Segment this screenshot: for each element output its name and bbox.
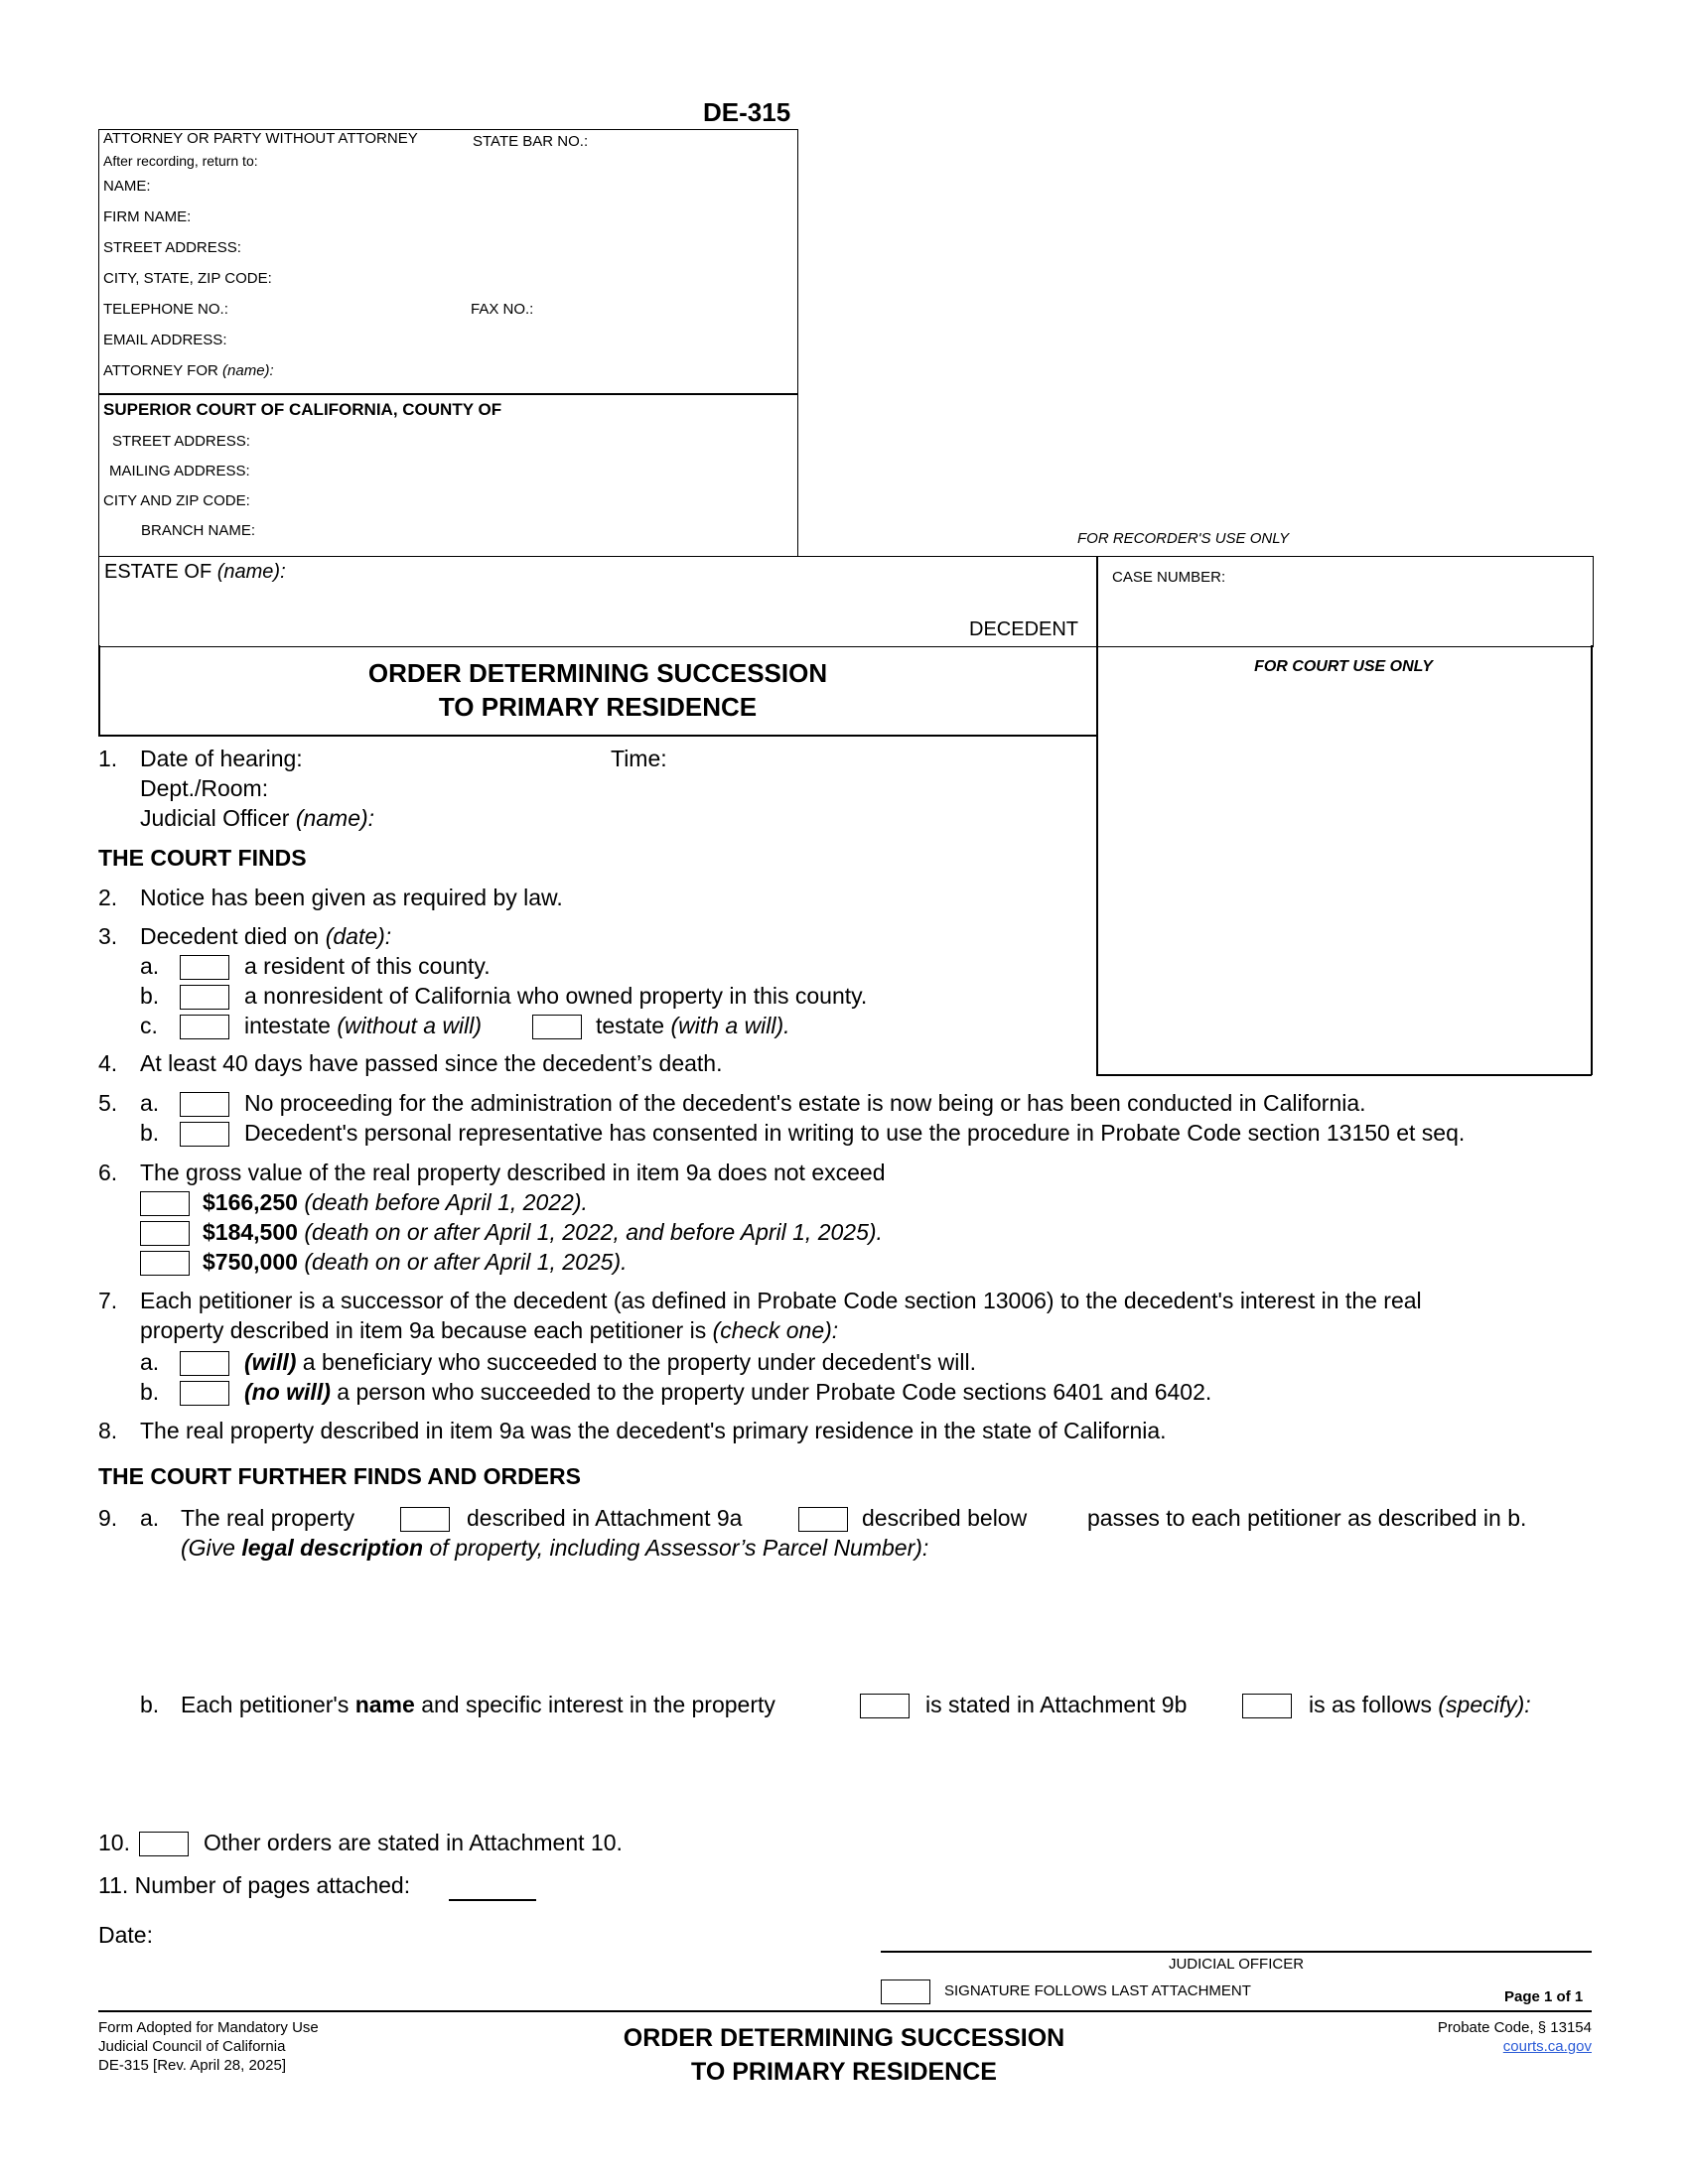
- value-166250-checkbox[interactable]: [140, 1191, 190, 1216]
- as-follows-hint: (specify):: [1438, 1692, 1531, 1717]
- legal-hint-2: of property, including Assessor’s Parcel Number):: [429, 1535, 929, 1561]
- signature-follows-label: SIGNATURE FOLLOWS LAST ATTACHMENT: [944, 1982, 1251, 1999]
- item-7b-letter: b.: [140, 1379, 160, 1405]
- item-8-text: The real property described in item 9a was the decedent's primary residence in the state of California.: [140, 1418, 1167, 1443]
- no-proceeding-checkbox[interactable]: [180, 1092, 229, 1117]
- attorney-for-label: [103, 362, 274, 379]
- estate-name-hint: (name):: [216, 561, 286, 583]
- no-will-text: a person who succeeded to the property under Probate Code sections 6401 and 6402.: [337, 1379, 1212, 1405]
- testate-text: testate: [596, 1013, 665, 1038]
- value-750000-checkbox[interactable]: [140, 1251, 190, 1276]
- item-2-text: Notice has been given as required by law.: [140, 885, 563, 910]
- item-6-text: The gross value of the real property described in item 9a does not exceed: [140, 1160, 886, 1185]
- item-5-number: 5.: [98, 1090, 118, 1116]
- rep-consented-checkbox[interactable]: [180, 1122, 229, 1147]
- court-use-bottom: [1096, 1074, 1592, 1076]
- footer-right: [1291, 2018, 1592, 2056]
- name-label: NAME:: [103, 178, 151, 195]
- item-1-number: 1.: [98, 746, 118, 771]
- item-7b-label: [244, 1379, 1211, 1406]
- attachment-9a-checkbox[interactable]: [400, 1507, 450, 1532]
- form-number: DE-315: [703, 97, 791, 127]
- item-7-line2-text: property described in item 9a because each petitioner is: [140, 1317, 707, 1343]
- value-184500-text: (death on or after April 1, 2022, and before April 1, 2025).: [304, 1219, 883, 1245]
- item-9-number: 9.: [98, 1505, 118, 1531]
- phone-label: TELEPHONE NO.:: [103, 301, 228, 318]
- item-7-line1: Each petitioner is a successor of the decedent (as defined in Probate Code section 13006) to the decedent's interest in the real: [140, 1288, 1422, 1313]
- date-label: Date:: [98, 1922, 153, 1948]
- item-3-number: 3.: [98, 923, 118, 949]
- footer-title-1: ORDER DETERMINING SUCCESSION: [623, 2024, 1065, 2052]
- court-header: SUPERIOR COURT OF CALIFORNIA, COUNTY OF: [103, 400, 502, 419]
- item-9b-text: [181, 1692, 775, 1718]
- court-street-label: STREET ADDRESS:: [112, 433, 250, 450]
- nonresident-checkbox[interactable]: [180, 985, 229, 1010]
- value-750000-amount: $750,000: [203, 1249, 298, 1275]
- testate-hint: (with a will).: [670, 1013, 790, 1038]
- item-3b-letter: b.: [140, 983, 160, 1009]
- probate-code: Probate Code, § 13154: [1437, 2019, 1592, 2036]
- fax-label: FAX NO.:: [471, 301, 534, 318]
- described-below-checkbox[interactable]: [798, 1507, 848, 1532]
- item-9b-bold: name: [354, 1692, 415, 1717]
- signature-follows-checkbox[interactable]: [881, 1979, 930, 2004]
- value-184500-checkbox[interactable]: [140, 1221, 190, 1246]
- item-9b-text-1: Each petitioner's: [181, 1692, 350, 1717]
- died-on-hint: (date):: [325, 923, 392, 949]
- decedent-label: DECEDENT: [969, 618, 1079, 640]
- item-3c-letter: c.: [140, 1013, 158, 1038]
- resident-checkbox[interactable]: [180, 955, 229, 980]
- estate-row: [98, 556, 1594, 647]
- further-finds-heading: THE COURT FURTHER FINDS AND ORDERS: [98, 1463, 581, 1489]
- value-750000-label: [203, 1249, 628, 1276]
- hearing-date-label: Date of hearing:: [140, 746, 303, 771]
- item-8-number: 8.: [98, 1418, 118, 1443]
- court-finds-heading: THE COURT FINDS: [98, 845, 307, 871]
- item-10-text: Other orders are stated in Attachment 10.: [204, 1830, 623, 1855]
- court-mailing-label: MAILING ADDRESS:: [109, 463, 250, 479]
- hearing-time-label: Time:: [611, 746, 667, 771]
- item-9a-text: The real property: [181, 1505, 355, 1531]
- intestate-hint: (without a will): [337, 1013, 483, 1038]
- after-recording-label: After recording, return to:: [103, 153, 258, 169]
- legal-hint-bold: legal description: [241, 1535, 424, 1561]
- vertical-divider: [1096, 556, 1098, 1075]
- title-bottom-line: [98, 735, 1097, 737]
- street-label: STREET ADDRESS:: [103, 239, 241, 256]
- state-bar-label: STATE BAR NO.:: [473, 133, 589, 150]
- value-166250-text: (death before April 1, 2022).: [304, 1189, 588, 1215]
- footer-rev: DE-315 [Rev. April 28, 2025]: [98, 2057, 286, 2074]
- item-9a-hint: [181, 1535, 928, 1562]
- item-6-number: 6.: [98, 1160, 118, 1185]
- page-title-line1: ORDER DETERMINING SUCCESSION: [367, 658, 828, 688]
- footer-left: [98, 2018, 319, 2075]
- item-9a-letter: a.: [140, 1505, 160, 1531]
- dept-room-label: Dept./Room:: [140, 775, 269, 801]
- item-3a-letter: a.: [140, 953, 160, 979]
- value-184500-label: [203, 1219, 883, 1246]
- item-3a-text: a resident of this county.: [244, 953, 491, 979]
- no-will-bold: (no will): [244, 1379, 331, 1405]
- footer-title: [496, 2021, 1192, 2089]
- item-9b-letter: b.: [140, 1692, 160, 1717]
- judicial-officer-caption: JUDICIAL OFFICER: [1168, 1956, 1305, 1973]
- court-branch-label: BRANCH NAME:: [141, 522, 256, 539]
- item-2-number: 2.: [98, 885, 118, 910]
- item-9a-end: passes to each petitioner as described in b.: [1087, 1505, 1527, 1531]
- as-follows-checkbox[interactable]: [1242, 1694, 1292, 1718]
- estate-label: [104, 561, 286, 584]
- item-7a-letter: a.: [140, 1349, 160, 1375]
- divider: [98, 393, 797, 395]
- value-166250-label: [203, 1189, 588, 1216]
- testate-checkbox[interactable]: [532, 1015, 582, 1039]
- recorder-use-label: FOR RECORDER'S USE ONLY: [1077, 530, 1290, 547]
- judicial-officer-label: [140, 805, 374, 832]
- item-7-line2: [140, 1317, 838, 1344]
- city-label: CITY, STATE, ZIP CODE:: [103, 270, 272, 287]
- item-5b-text: Decedent's personal representative has consented in writing to use the procedure in Probate Code section 13150 et seq.: [244, 1120, 1466, 1146]
- as-follows-label: [1309, 1692, 1531, 1718]
- will-bold: (will): [244, 1349, 297, 1375]
- footer-council: Judicial Council of California: [98, 2038, 286, 2055]
- item-4-number: 4.: [98, 1050, 118, 1076]
- value-184500-amount: $184,500: [203, 1219, 298, 1245]
- as-follows-text: is as follows: [1309, 1692, 1432, 1717]
- attachment-9a-label: described in Attachment 9a: [467, 1505, 743, 1531]
- item-7-number: 7.: [98, 1288, 118, 1313]
- testate-label: [596, 1013, 790, 1039]
- page-title-line2: TO PRIMARY RESIDENCE: [438, 692, 758, 722]
- no-will-checkbox[interactable]: [180, 1381, 229, 1406]
- intestate-label: [244, 1013, 482, 1039]
- item-3-text: [140, 923, 391, 950]
- attachment-9b-label: is stated in Attachment 9b: [925, 1692, 1188, 1717]
- judicial-officer-hint: (name):: [295, 805, 375, 831]
- intestate-text: intestate: [244, 1013, 331, 1038]
- attorney-header: ATTORNEY OR PARTY WITHOUT ATTORNEY: [103, 130, 418, 147]
- firm-label: FIRM NAME:: [103, 208, 192, 225]
- footer-rule: [98, 2010, 1592, 2012]
- attorney-for-text: ATTORNEY FOR: [103, 362, 218, 379]
- page-number: Page 1 of 1: [1504, 1988, 1584, 2005]
- item-5a-text: No proceeding for the administration of the decedent's estate is now being or has been conducted in California.: [244, 1090, 1366, 1116]
- court-use-right: [1591, 645, 1593, 1075]
- legal-hint-1: (Give: [181, 1535, 235, 1561]
- value-166250-amount: $166,250: [203, 1189, 298, 1215]
- will-checkbox[interactable]: [180, 1351, 229, 1376]
- died-on-text: Decedent died on: [140, 923, 320, 949]
- item-7-line2-hint: (check one):: [712, 1317, 839, 1343]
- item-9b-text-2: and specific interest in the property: [421, 1692, 775, 1717]
- estate-of: ESTATE OF: [104, 561, 212, 583]
- email-label: EMAIL ADDRESS:: [103, 332, 227, 348]
- will-text: a beneficiary who succeeded to the property under decedent's will.: [302, 1349, 976, 1375]
- court-use-label: FOR COURT USE ONLY: [1254, 658, 1433, 675]
- judicial-officer-text: Judicial Officer: [140, 805, 290, 831]
- described-below-label: described below: [862, 1505, 1028, 1531]
- value-750000-text: (death on or after April 1, 2025).: [304, 1249, 628, 1275]
- item-7a-label: [244, 1349, 976, 1376]
- intestate-checkbox[interactable]: [180, 1015, 229, 1039]
- signature-line[interactable]: [881, 1951, 1592, 1953]
- case-number-label: CASE NUMBER:: [1112, 569, 1226, 586]
- other-orders-checkbox[interactable]: [139, 1832, 189, 1856]
- attorney-for-hint: (name):: [222, 362, 274, 379]
- item-5b-letter: b.: [140, 1120, 160, 1146]
- footer-title-2: TO PRIMARY RESIDENCE: [691, 2058, 997, 2086]
- footer-adopted: Form Adopted for Mandatory Use: [98, 2019, 319, 2036]
- item-3b-text: a nonresident of California who owned property in this county.: [244, 983, 868, 1009]
- item-11-text: 11. Number of pages attached:: [98, 1872, 411, 1898]
- item-5a-letter: a.: [140, 1090, 160, 1116]
- item-10-number: 10.: [98, 1830, 130, 1855]
- courts-link[interactable]: courts.ca.gov: [1502, 2038, 1592, 2055]
- item-4-text: At least 40 days have passed since the decedent’s death.: [140, 1050, 723, 1076]
- pages-attached-field[interactable]: [449, 1899, 536, 1901]
- attachment-9b-checkbox[interactable]: [860, 1694, 910, 1718]
- court-city-label: CITY AND ZIP CODE:: [103, 492, 250, 509]
